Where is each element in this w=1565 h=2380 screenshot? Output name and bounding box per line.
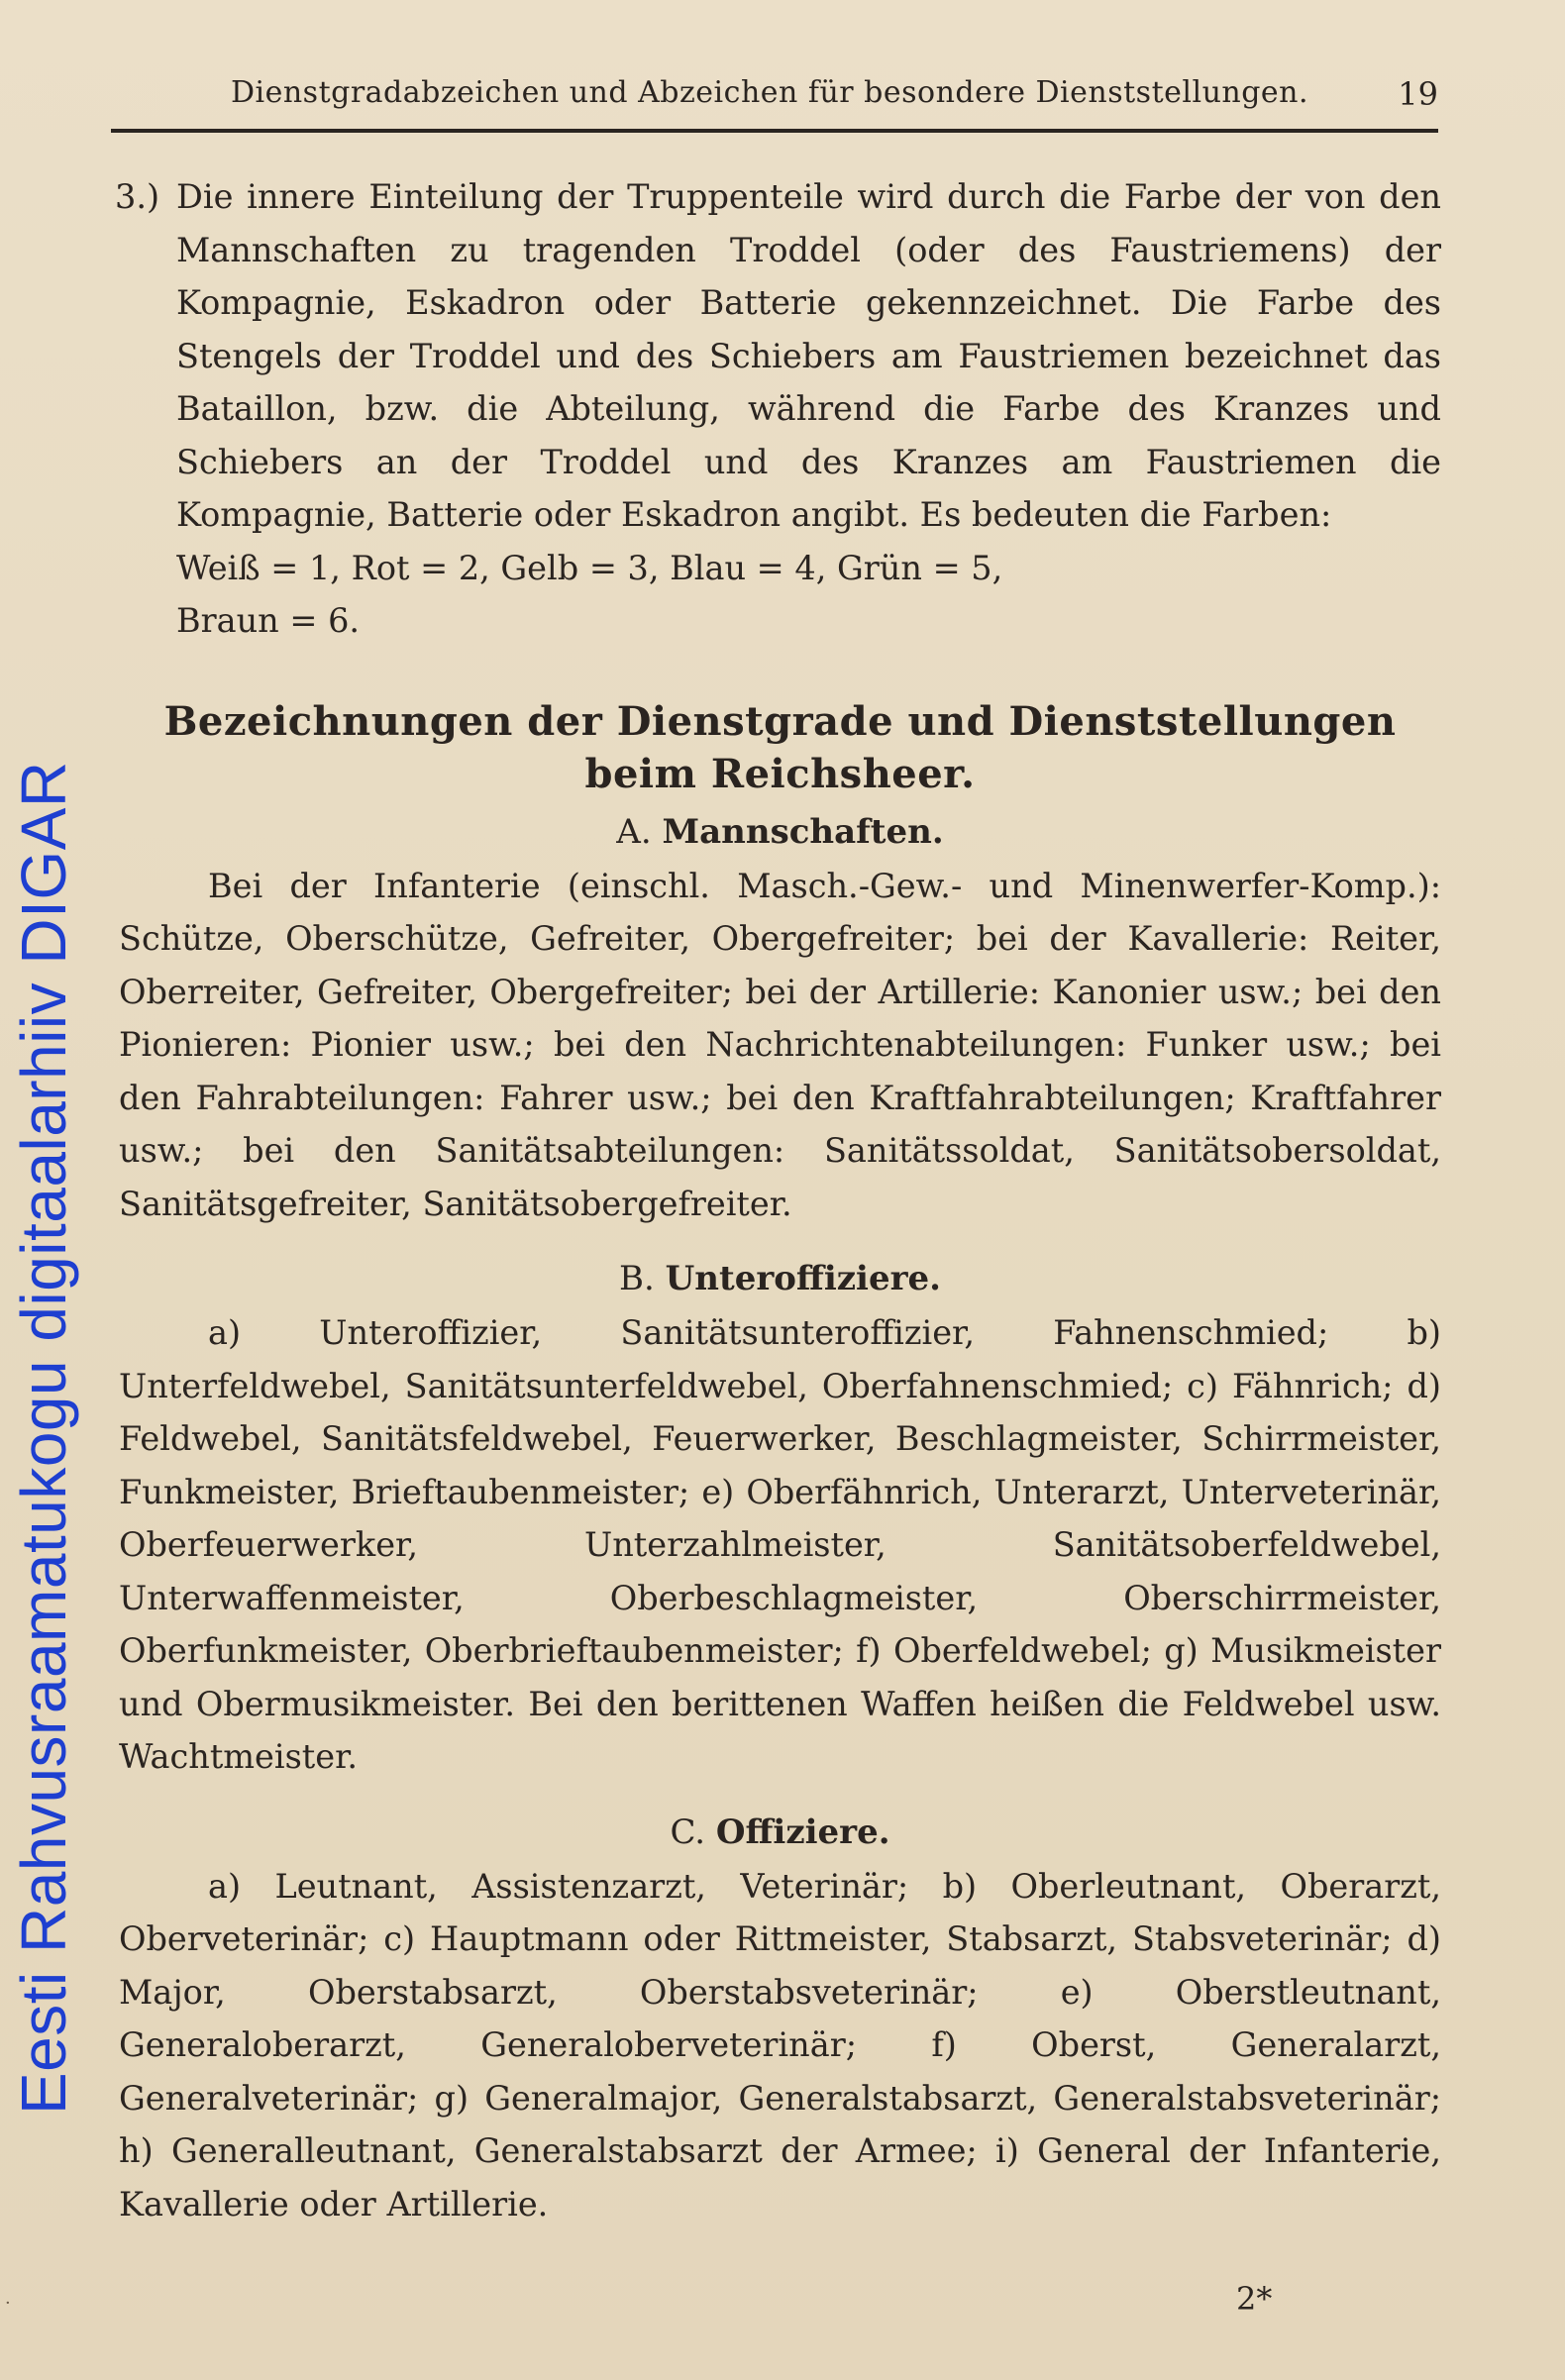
margin-mark: · [5,2293,11,2314]
part-c-title: Offiziere. [715,1811,890,1852]
part-b-text: a) Unteroffizier, Sanitätsunteroffizier, Fahnenschmied; b) Unterfeldwebel, Sanitätsunterfeldwebel, Oberfahnenschmied; c) Fähnrich; d) Feldwebel, Sanitätsfeldwebel, Feuerwerker, Beschlagmeister, Schirrmeister, Funkmeister, Brieftaubenmeister; e) Oberfähnrich, Unterarzt, Unterveterinär, Oberfeuerwerker, Unterzahlmeister, Sanitätsoberfeldwebel, Unterwaffenmeister, Oberbeschlagmeister, Oberschirrmeister, Oberfunkmeister, Oberbrieftaubenmeister; f) Oberfeldwebel; g) Musikmeister und Obermusikmeister. Bei den berittenen Waffen heißen die Feldwebel usw. Wachtmeister. [119,1313,1441,1776]
part-c-heading [119,1806,1441,1860]
part-b-heading [119,1252,1441,1306]
part-c-letter: C. [670,1811,706,1852]
signature-mark: 2* [1236,2280,1273,2318]
page-body [115,170,1441,2230]
page-header [111,69,1438,133]
part-a-text: Bei der Infanterie (einschl. Masch.-Gew.- und Minenwerfer-Komp.): Schütze, Oberschütze, Gefreiter, Obergefreiter; bei der Kavallerie: Reiter, Oberreiter, Gefreiter, Obergefreiter; bei der Artillerie: Kanonier usw.; bei den Pionieren: Pionier usw.; bei den Nachrichtenabteilungen: Funker usw.; bei den Fahrabteilungen: Fahrer usw.; bei den Kraftfahrabteilungen; Kraftfahrer usw.; bei den Sanitätsabteilungen: Sanitätssoldat, Sanitätsobersoldat, Sanitätsgefreiter, Sanitätsobergefreiter. [119,866,1441,1223]
part-b-title: Unteroffiziere. [665,1259,941,1298]
part-b-letter: B. [619,1259,655,1298]
part-a-heading [119,805,1441,860]
item-3 [115,170,1441,648]
color-code-line-2: Braun = 6. [176,601,361,640]
section-title: Bezeichnungen der Dienstgrade und Dienststellungen beim Reichsheer. [163,697,1397,797]
page-number: 19 [1398,75,1438,113]
item-3-text: Die innere Einteilung der Truppenteile wird durch die Farbe der von den Mannschaften zu tragenden Troddel (oder des Faustriemens) der Kompagnie, Eskadron oder Batterie gekennzeichnet. Die Farbe des Stengels der Troddel und des Schiebers am Faustriemen bezeichnet das Bataillon, bzw. die Abteilung, während die Farbe des Kranzes und Schiebers an der Troddel und des Kranzes am Faustriemen die Kompagnie, Batterie oder Eskadron angibt. Es bedeuten die Farben: [176,177,1441,534]
running-head: Dienstgradabzeichen und Abzeichen für besondere Dienststellungen. [230,75,1309,110]
archive-watermark: Eesti Rahvusraamatukogu digitaalarhiiv DIGAR [8,761,79,2115]
item-3-number: 3.) [115,177,160,216]
part-a-letter: A. [616,811,652,852]
part-c-text: a) Leutnant, Assistenzarzt, Veterinär; b) Oberleutnant, Oberarzt, Oberveterinär; c) Hauptmann oder Rittmeister, Stabsarzt, Stabsveterinär; d) Major, Oberstabsarzt, Oberstabsveterinär; e) Oberstleutnant, Generaloberarzt, Generaloberveterinär; f) Oberst, Generalarzt, Generalveterinär; g) Generalmajor, Generalstabsarzt, Generalstabsveterinär; h) Generalleutnant, Generalstabsarzt der Armee; i) General der Infanterie, Kavallerie oder Artillerie. [119,1866,1441,2224]
part-a-title: Mannschaften. [662,811,944,852]
color-code-line-1: Weiß = 1, Rot = 2, Gelb = 3, Blau = 4, Grün = 5, [176,548,1003,587]
